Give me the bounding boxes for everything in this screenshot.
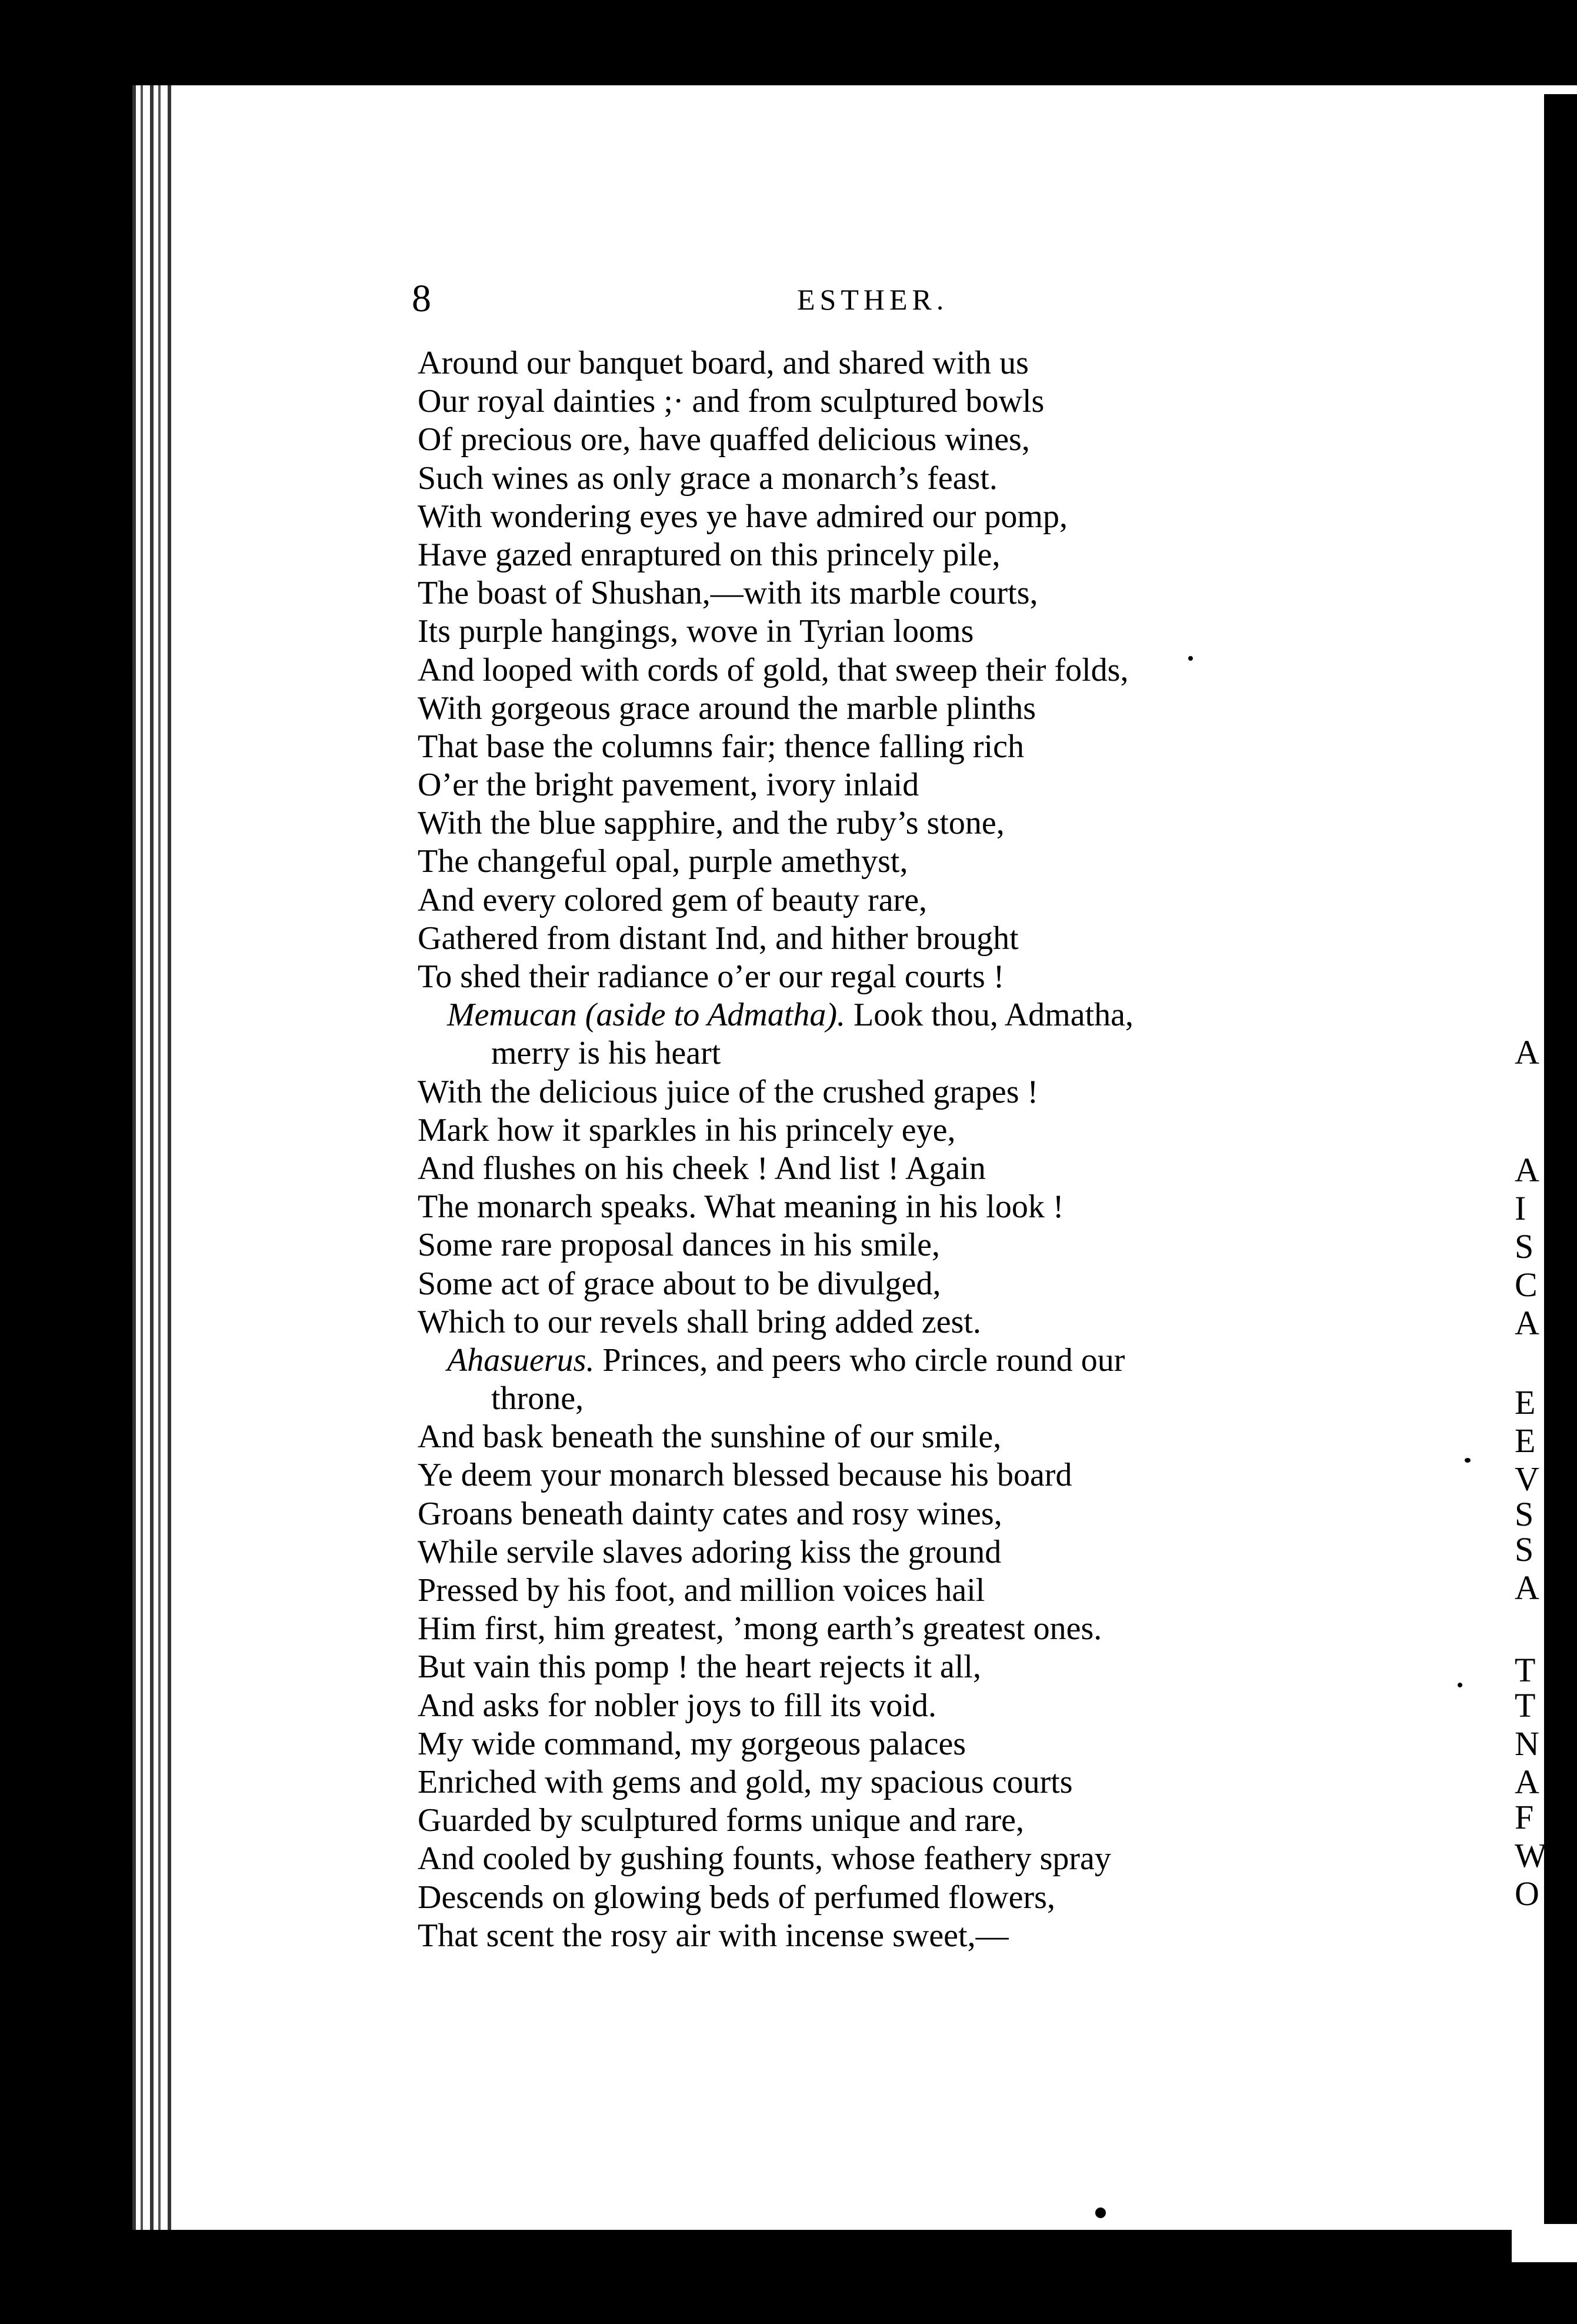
text-line	[418, 843, 1523, 881]
text-line	[418, 1648, 1523, 1686]
line-text: The boast of Shushan,—with its marble courts,	[418, 575, 1038, 612]
speck-mark	[1188, 656, 1193, 661]
line-text: That scent the rosy air with incense sweet,—	[418, 1917, 1009, 1954]
text-line	[418, 1802, 1523, 1840]
page-header	[0, 277, 1577, 324]
facing-page-letter: W	[1515, 1836, 1547, 1874]
line-text: Mark how it sparkles in his princely eye,	[418, 1111, 956, 1148]
text-line	[418, 958, 1523, 996]
text-line	[418, 1226, 1523, 1264]
poem-text	[418, 344, 1523, 1955]
speaker-name: Memucan (aside to Admatha).	[447, 997, 846, 1034]
facing-page-letter: A	[1515, 1033, 1539, 1071]
line-text: Descends on glowing beds of perfumed flowers,	[418, 1879, 1055, 1916]
line-text: Look thou, Admatha,	[845, 997, 1134, 1034]
line-text: And cooled by gushing founts, whose feathery spray	[418, 1840, 1111, 1877]
line-text: Gathered from distant Ind, and hither brought	[418, 920, 1019, 957]
line-text: Which to our revels shall bring added zest.	[418, 1303, 981, 1340]
facing-page-letter: F	[1515, 1798, 1534, 1836]
line-text: While servile slaves adoring kiss the ground	[418, 1533, 1002, 1570]
text-line	[418, 382, 1523, 421]
facing-page-letter: A	[1515, 1151, 1539, 1189]
text-line	[418, 536, 1523, 574]
line-text: Some rare proposal dances in his smile,	[418, 1227, 941, 1264]
text-line	[418, 1303, 1523, 1341]
facing-page-letter: E	[1515, 1421, 1536, 1460]
facing-page-letter: S	[1515, 1530, 1534, 1569]
facing-page-letter: T	[1515, 1651, 1536, 1689]
text-line	[418, 612, 1523, 651]
running-head: ESTHER.	[797, 283, 949, 316]
line-text: Our royal dainties ;· and from sculptured bowls	[418, 383, 1045, 420]
text-line	[418, 881, 1523, 920]
line-text: Ye deem your monarch blessed because his board	[418, 1457, 1072, 1494]
text-line	[418, 421, 1523, 459]
line-text: Its purple hangings, wove in Tyrian looms	[418, 613, 974, 650]
text-line	[418, 1456, 1523, 1494]
line-text: To shed their radiance o’er our regal courts !	[418, 958, 1005, 995]
facing-page-letter: T	[1515, 1686, 1536, 1724]
line-text: Enriched with gems and gold, my spacious courts	[418, 1763, 1073, 1800]
text-line	[418, 1610, 1523, 1648]
line-text: The changeful opal, purple amethyst,	[418, 843, 908, 880]
line-text: Of precious ore, have quaffed delicious wines,	[418, 421, 1030, 458]
facing-page-letter: A	[1515, 1763, 1539, 1801]
text-line	[418, 1265, 1523, 1303]
line-text: And asks for nobler joys to fill its void.	[418, 1687, 936, 1724]
line-text: And flushes on his cheek ! And list ! Again	[418, 1150, 986, 1187]
facing-page-letter: E	[1515, 1383, 1536, 1421]
line-text: And looped with cords of gold, that sweep their folds,	[418, 651, 1129, 688]
text-line	[418, 1034, 1523, 1073]
speaker-line	[418, 996, 1523, 1034]
text-line	[418, 1073, 1523, 1111]
line-text: merry is his heart	[491, 1035, 721, 1072]
line-text: The monarch speaks. What meaning in his look !	[418, 1188, 1064, 1226]
text-line	[418, 1495, 1523, 1533]
line-text: And every colored gem of beauty rare,	[418, 881, 928, 918]
speaker-name: Ahasuerus.	[447, 1341, 595, 1379]
line-text: That base the columns fair; thence falling rich	[418, 728, 1024, 765]
text-line	[418, 1879, 1523, 1917]
text-line	[418, 766, 1523, 804]
facing-page-letter: V	[1515, 1460, 1539, 1498]
line-text: Such wines as only grace a monarch’s feast.	[418, 460, 998, 497]
text-line	[418, 1418, 1523, 1456]
text-line	[418, 1188, 1523, 1226]
text-line	[418, 1725, 1523, 1763]
text-line	[418, 460, 1523, 498]
line-text: And bask beneath the sunshine of our smile,	[418, 1419, 1002, 1456]
text-line	[418, 1571, 1523, 1610]
text-line	[418, 1763, 1523, 1802]
facing-page-letter: A	[1515, 1304, 1539, 1342]
line-text: But vain this pomp ! the heart rejects it all,	[418, 1649, 981, 1686]
text-line	[418, 651, 1523, 690]
line-text: O’er the bright pavement, ivory inlaid	[418, 767, 919, 804]
facing-page-letter: C	[1515, 1266, 1538, 1304]
text-line	[418, 1380, 1523, 1418]
text-line	[418, 1840, 1523, 1878]
text-line	[418, 728, 1523, 766]
text-line	[418, 804, 1523, 843]
text-line	[418, 1687, 1523, 1725]
line-text: My wide command, my gorgeous palaces	[418, 1725, 966, 1762]
text-line	[418, 690, 1523, 728]
facing-page-letter: A	[1515, 1569, 1539, 1607]
facing-page-shadow	[1544, 94, 1577, 2224]
speck-mark	[1458, 1683, 1462, 1687]
line-text: Have gazed enraptured on this princely pile,	[418, 536, 1001, 573]
line-text: Some act of grace about to be divulged,	[418, 1265, 941, 1302]
line-text: Princes, and peers who circle round our	[594, 1341, 1125, 1379]
text-line	[418, 920, 1523, 958]
facing-page-letter: I	[1515, 1189, 1526, 1227]
text-line	[418, 574, 1523, 612]
speck-mark	[1465, 1458, 1471, 1463]
line-text: With gorgeous grace around the marble plinths	[418, 690, 1036, 727]
facing-page-letter: S	[1515, 1495, 1534, 1533]
text-line	[418, 344, 1523, 382]
text-line	[418, 1533, 1523, 1571]
line-text: Him first, him greatest, ’mong earth’s greatest ones.	[418, 1610, 1102, 1647]
line-text: With wondering eyes ye have admired our pomp,	[418, 498, 1068, 535]
text-line	[418, 1917, 1523, 1955]
line-text: With the delicious juice of the crushed grapes !	[418, 1073, 1039, 1110]
facing-page-letter: O	[1515, 1874, 1539, 1913]
line-text: throne,	[491, 1380, 584, 1417]
text-line	[418, 1111, 1523, 1150]
facing-page-letter: S	[1515, 1227, 1534, 1266]
page-number: 8	[412, 277, 431, 320]
speaker-line	[418, 1341, 1523, 1380]
text-line	[418, 1150, 1523, 1188]
facing-page-letter: N	[1515, 1724, 1539, 1763]
line-text: Groans beneath dainty cates and rosy wines,	[418, 1495, 1002, 1532]
line-text: Pressed by his foot, and million voices hail	[418, 1572, 985, 1609]
text-line	[418, 498, 1523, 536]
speck-mark	[1095, 2208, 1106, 2218]
line-text: Guarded by sculptured forms unique and rare,	[418, 1802, 1024, 1839]
binding-gutter	[132, 85, 174, 2230]
line-text: With the blue sapphire, and the ruby’s stone,	[418, 805, 1005, 842]
line-text: Around our banquet board, and shared with us	[418, 345, 1029, 381]
